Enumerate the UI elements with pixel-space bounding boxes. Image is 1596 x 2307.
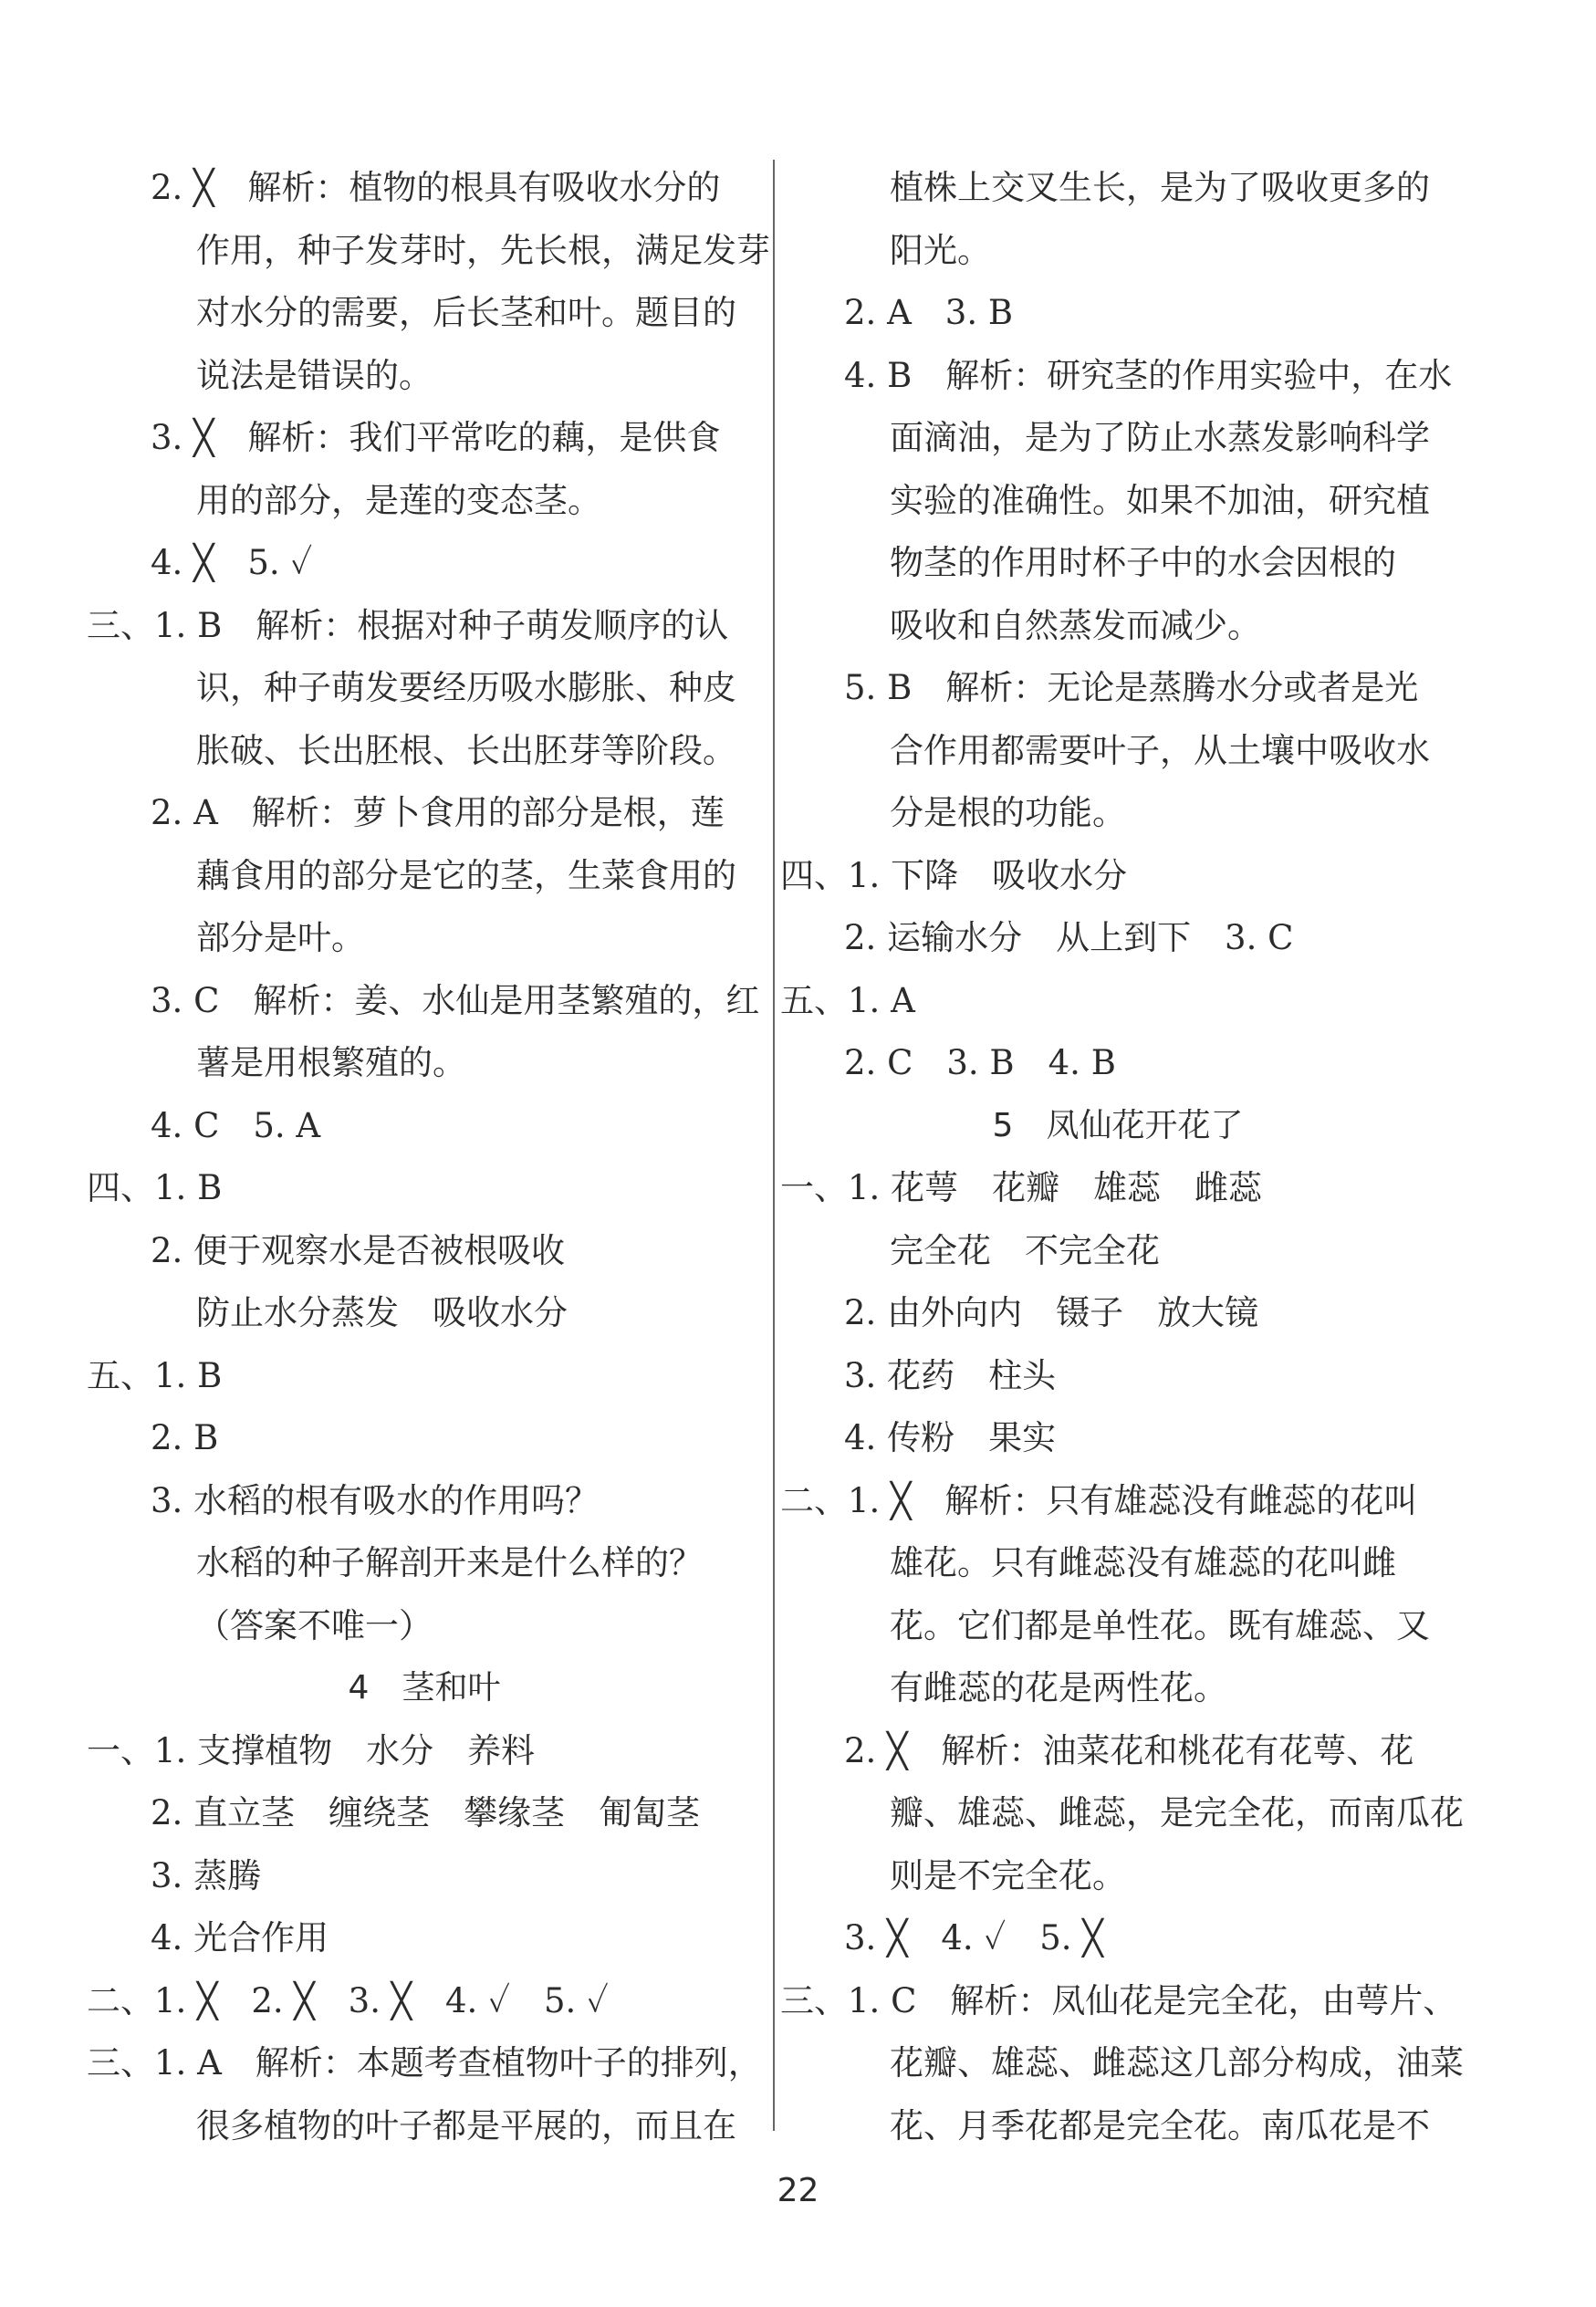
answer-line: 3. 花药 柱头 [844,1355,1057,1395]
answer-line: 花、月季花都是完全花。南瓜花是不 [890,2105,1430,2145]
answer-line: 吸收和自然蒸发而减少。 [890,605,1261,645]
answer-line: 3. ╳ 解析：我们平常吃的藕，是供食 [151,418,721,457]
answer-line: 实验的准确性。如果不加油，研究植 [890,480,1430,520]
answer-line: 2. A 解析：萝卜食用的部分是根，莲 [151,793,725,832]
answer-line: 2. 由外向内 镊子 放大镜 [844,1293,1259,1332]
answer-line: 4. 传粉 果实 [844,1418,1057,1457]
answer-line: 4. ╳ 5. ✓ [151,543,313,582]
answer-line: 分是根的功能。 [890,793,1126,832]
answer-line: 四、1. 下降 吸收水分 [780,855,1128,895]
answer-line: （答案不唯一） [196,1605,433,1645]
answer-line: 4. B 解析：研究茎的作用实验中，在水 [844,355,1453,395]
answer-line: 三、1. A 解析：本题考查植物叶子的排列， [87,2043,762,2083]
answer-line: 五、1. A [780,980,915,1020]
answer-line: 2. B [151,1418,219,1457]
answer-line: 二、1. ╳ 2. ╳ 3. ╳ 4. ✓ 5. ✓ [87,1980,609,2020]
answer-line: 物茎的作用时杯子中的水会因根的 [890,543,1396,582]
answer-line: 面滴油，是为了防止水蒸发影响科学 [890,418,1430,457]
answer-line: 防止水分蒸发 吸收水分 [196,1293,568,1332]
answer-line: 2. 运输水分 从上到下 3. C [844,918,1294,957]
answer-line: 识，种子萌发要经历吸水膨胀、种皮 [196,668,736,707]
answer-line: 2. ╳ 解析：植物的根具有吸收水分的 [151,168,721,207]
right-column [780,157,1464,2157]
answer-line: 阳光。 [890,230,991,270]
answer-line: 作用，种子发芽时，先长根，满足发芽 [196,230,770,270]
answer-line: 藕食用的部分是它的茎，生菜食用的 [196,855,736,895]
answer-line: 说法是错误的。 [196,355,433,395]
answer-line: 3. 水稻的根有吸水的作用吗？ [151,1480,600,1520]
answer-line: 一、1. 花萼 花瓣 雄蕊 雌蕊 [780,1168,1263,1207]
answer-line: 3. ╳ 4. ✓ 5. ╳ [844,1918,1103,1957]
answer-line: 薯是用根繁殖的。 [196,1043,466,1082]
answer-line: 三、1. B 解析：根据对种子萌发顺序的认 [87,605,729,645]
section-heading: 5 凤仙花开花了 [992,1106,1244,1144]
answer-line: 胀破、长出胚根、长出胚芽等阶段。 [196,730,736,770]
section-heading: 4 茎和叶 [348,1669,501,1707]
answer-line: 完全花 不完全花 [890,1230,1160,1270]
answer-line: 2. C 3. B 4. B [844,1043,1116,1082]
answer-line: 对水分的需要，后长茎和叶。题目的 [196,293,736,332]
answer-line: 4. C 5. A [151,1105,321,1145]
answer-line: 3. C 解析：姜、水仙是用茎繁殖的，红 [151,980,760,1020]
left-column [87,157,770,2157]
answer-line: 用的部分，是莲的变态茎。 [196,480,601,520]
answer-line: 瓣、雄蕊、雌蕊，是完全花，而南瓜花 [890,1793,1464,1832]
answer-line: 花瓣、雄蕊、雌蕊这几部分构成，油菜 [890,2043,1464,2083]
answer-line: 5. B 解析：无论是蒸腾水分或者是光 [844,668,1419,707]
answer-line: 4. 光合作用 [151,1918,329,1957]
answer-line: 2. 直立茎 缠绕茎 攀缘茎 匍匐茎 [151,1793,701,1832]
answer-line: 水稻的种子解剖开来是什么样的？ [196,1543,703,1582]
answer-line: 五、1. B [87,1355,223,1395]
answer-line: 花。它们都是单性花。既有雄蕊、又 [890,1605,1430,1645]
answer-line: 四、1. B [87,1168,223,1207]
answer-line: 很多植物的叶子都是平展的，而且在 [196,2105,736,2145]
answer-line: 2. ╳ 解析：油菜花和桃花有花萼、花 [844,1730,1414,1770]
answer-line: 部分是叶。 [196,918,365,957]
answer-line: 雄花。只有雌蕊没有雄蕊的花叫雌 [890,1543,1396,1582]
answer-line: 2. 便于观察水是否被根吸收 [151,1230,566,1270]
answer-line: 植株上交叉生长，是为了吸收更多的 [890,168,1430,207]
column-divider [773,160,775,2131]
answer-line: 则是不完全花。 [890,1855,1126,1895]
page-number: 22 [777,2172,819,2209]
answer-line: 三、1. C 解析：凤仙花是完全花，由萼片、 [780,1980,1457,2020]
answer-line: 二、1. ╳ 解析：只有雄蕊没有雌蕊的花叫 [780,1480,1418,1520]
answer-line: 有雌蕊的花是两性花。 [890,1668,1227,1707]
answer-line: 一、1. 支撑植物 水分 养料 [87,1730,536,1770]
answer-line: 合作用都需要叶子，从土壤中吸收水 [890,730,1430,770]
answer-line: 3. 蒸腾 [151,1855,262,1895]
answer-line: 2. A 3. B [844,293,1014,332]
